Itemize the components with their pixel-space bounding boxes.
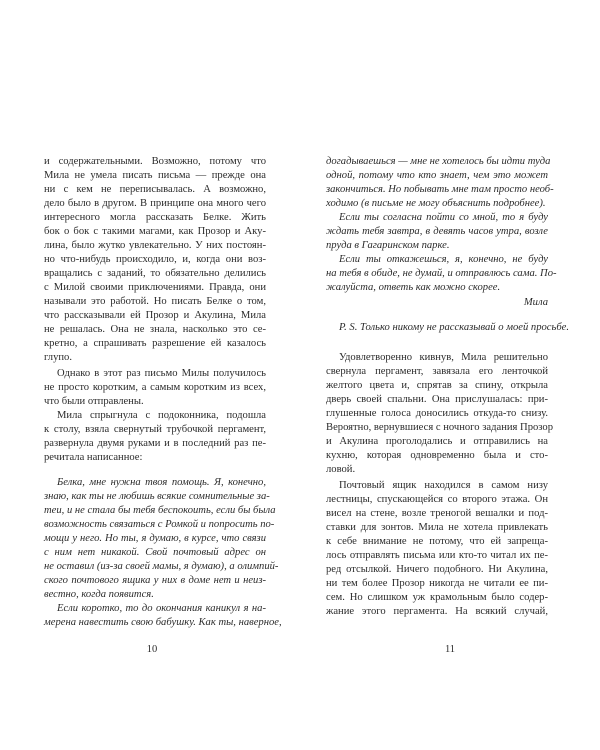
body-line: ред отсылкой. Ничего подобного. Ни Акулина, [326,564,548,575]
letter-signature: Мила [523,297,548,308]
body-line: ни с кем не переписывалась. А возможно, [44,184,266,195]
body-line: Удовлетворенно кивнув, Мила решительно [339,352,548,363]
body-line: кретно, а спрашивать разрешение ей казалось [44,338,266,349]
body-line: что были отправлены. [44,396,144,407]
letter-line: с ним нет никакой. Свой почтовый адрес он [44,547,266,558]
body-line: Мила спрыгнула с подоконника, подошла [57,410,266,421]
letter-line: догадываешься — мне не хотелось бы идти туда [326,156,551,167]
body-line: не решалась. Она не знала, насколько это се- [44,324,266,335]
body-line: жание этого пергамента. На всякий случай, [326,606,548,617]
letter-line: одной, потому что кто знает, чем это может [326,170,548,181]
letter-line: теи, и не стала бы тебя беспокоить, если бы была [44,505,276,516]
body-line: бок о бок с такими магами, как Прозор и Аку- [44,226,266,237]
body-line: что рассказывали ей Прозор и Акулина, Мила [44,310,266,321]
body-line: свернула пергамент, завязала его ленточкой [326,366,548,377]
body-line: кухню, которая одновременно была и сто- [326,450,548,461]
page-number: 11 [444,644,456,655]
letter-line: мощи у него. Но ты, я думаю, в курсе, что связи [44,533,266,544]
letter-line: знаю, как ты не любишь всякие сомнительные за- [44,491,270,502]
right-page [300,0,600,750]
letter-line: мерена навестить свою бабушку. Как ты, наверное, [44,617,282,628]
body-line: называли это работой. Но писать Белке о том, [44,296,266,307]
body-line: речитала написанное: [44,452,143,463]
body-line: Мила не умела писать письма — прежде она [44,170,266,181]
body-line: интересного могла рассказать Белке. Жить [44,212,266,223]
body-line: желтого цвета и, спрятав за спину, открыла [326,380,548,391]
letter-line: ходимо (в письме не могу объяснить подробнее). [326,198,546,209]
letter-line: пруда в Гагаринском парке. [326,240,450,251]
letter-line: Белка, мне нужна твоя помощь. Я, конечно, [57,477,266,488]
body-line: лина, было жутко увлекательно. У них постоян- [44,240,266,251]
body-line: Почтовый ящик находился в самом низу [339,480,548,491]
body-line: дело было в другом. В принципе она много чего [44,198,266,209]
letter-line: Если ты согласна пойти со мной, то я буду [339,212,548,223]
body-line: и Акулина проголодались и отправились на [326,436,548,447]
body-line: висел на стене, возле треногой вешалки и под- [326,508,548,519]
letter-line: ждать тебя завтра, в девять часов утра, возле [326,226,548,237]
body-line: не просто коротким, а самым коротким из всех, [44,382,266,393]
body-line: к себе внимание не потому, что ей запреща- [326,536,548,547]
letter-line: закончиться. Но побывать мне там просто необ- [326,184,554,195]
body-line: вращались с заданий, то обязательно делились [44,268,266,279]
body-line: к столу, взяла свернутый трубочкой пергамент, [44,424,266,435]
letter-line: возможность связаться с Ромкой и попросить по- [44,519,275,530]
body-line: Однако в этот раз письмо Милы получилось [57,368,266,379]
letter-line: Если ты откажешься, я, конечно, не буду [339,254,548,265]
letter-line: Если коротко, то до окончания каникул я на- [57,603,266,614]
letter-line: жалуйста, ответь как можно скорее. [326,282,501,293]
body-line: сем. Но слишком уж крамольным было содер- [326,592,548,603]
body-line: лестницы, спускающейся со второго этажа. Он [326,494,548,505]
page-number: 10 [146,644,158,655]
body-line: но что-нибудь происходило, и, когда они воз- [44,254,266,265]
letter-line: ского почтового ящика у них в доме нет и неиз- [44,575,266,586]
letter-line: не оставил (из-за своей мамы, я думаю), а олимпий- [44,561,279,572]
body-line: глушенные голоса доносились откуда-то снизу. [326,408,548,419]
postscript-line: P. S. Только никому не рассказывай о моей просьбе. [339,322,569,333]
body-line: и содержательными. Возможно, потому что [44,156,266,167]
body-line: с Милой своими приключениями. Правда, они [44,282,266,293]
body-line: развернула двумя руками и в последний раз пе- [44,438,266,449]
body-line: глупо. [44,352,73,363]
letter-line: вестно, когда появится. [44,589,154,600]
body-line: ни тем более Прозор никогда не читали ее пи- [326,578,548,589]
body-line: ставки для зонтов. Мила не хотела привлекать [326,522,548,533]
body-line: ловой. [326,464,356,475]
body-line: дверь своей спальни. Она прислушалась: при- [326,394,548,405]
letter-line: на тебя в обиде, не думай, и отправлюсь сама. По- [326,268,557,279]
body-line: Вероятно, вернувшиеся с ночного задания Прозор [326,422,554,433]
body-line: лось отправлять письма или кто-то читал их пе- [326,550,548,561]
